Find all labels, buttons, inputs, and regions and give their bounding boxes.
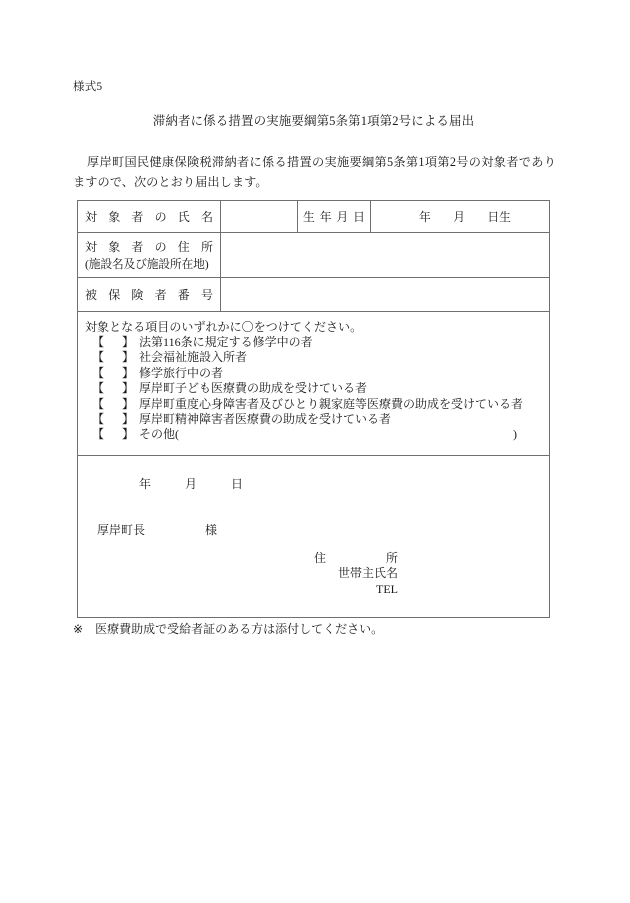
applicant-tel-label: TEL (376, 581, 398, 596)
checklist-item[interactable] (78, 350, 549, 365)
input-insured-number[interactable] (221, 278, 549, 311)
label-target-address (78, 233, 221, 277)
dob-year-unit: 年 (419, 210, 431, 224)
label-char: 氏 (177, 210, 190, 224)
checklist-item-label: 社会福祉施設入所者 (139, 350, 248, 365)
label-char: 被 (85, 288, 98, 302)
label-char: の (154, 210, 167, 224)
label-char: 所 (200, 240, 213, 254)
checkbox-bracket[interactable]: 【 】 (92, 350, 138, 365)
checklist-item-label: 厚岸町重度心身障害者及びひとり親家庭等医療費の助成を受けている者 (139, 396, 524, 411)
label-char: 険 (131, 288, 144, 302)
label-char: 象 (108, 240, 121, 254)
footnote-text: 医療費助成で受給者証のある方は添付してください。 (95, 622, 384, 636)
applicant-form-table (77, 200, 550, 618)
table-row-name (78, 201, 549, 233)
form-number: 様式5 (73, 81, 103, 93)
applicant-address-label (314, 551, 398, 567)
checklist-item[interactable] (78, 381, 549, 396)
checklist-item-label: 厚岸町子ども医療費の助成を受けている者 (139, 381, 368, 396)
checkbox-bracket[interactable]: 【 】 (92, 412, 138, 427)
label-date-of-birth (297, 201, 371, 232)
checkbox-bracket[interactable]: 【 】 (92, 335, 138, 349)
checkbox-bracket[interactable]: 【 】 (92, 396, 138, 411)
label-insured-number (78, 278, 221, 311)
checklist-item[interactable] (78, 366, 549, 381)
footnote (73, 623, 383, 635)
addressee-name: 厚岸町長 (97, 522, 146, 537)
label-char: 番 (177, 288, 190, 302)
checklist-item[interactable] (78, 412, 549, 427)
dob-month-unit: 月 (453, 210, 465, 224)
label-char: 所 (385, 550, 398, 565)
checklist-item[interactable] (78, 335, 549, 350)
label-char: 者 (131, 240, 144, 254)
eligibility-checklist (78, 312, 549, 456)
label-char: 年 (319, 210, 332, 224)
checklist-item-label: 厚岸町精神障害者医療費の助成を受けている者 (139, 412, 392, 427)
intro-paragraph: 厚岸町国民健康保険税滞納者に係る措置の実施要綱第5条第1項第2号の対象者でありますので、次のとおり届出します。 (73, 155, 556, 189)
other-row (139, 427, 549, 442)
label-char: 住 (314, 550, 327, 565)
label-char: 象 (108, 210, 121, 224)
label-char: 生 (303, 210, 315, 224)
date-day-unit: 日 (230, 476, 243, 491)
checklist-other-close-paren: ) (513, 427, 518, 442)
page-title: 滞納者に係る措置の実施要綱第5条第1項第2号による届出 (152, 114, 475, 128)
label-char: 住 (177, 240, 190, 254)
signature-section (78, 456, 549, 618)
checklist-item[interactable] (78, 397, 549, 412)
label-char: 名 (200, 210, 213, 224)
checklist-other-label: その他( (139, 427, 180, 442)
label-char: 号 (200, 288, 213, 302)
label-char: 月 (336, 210, 349, 224)
label-char: 日 (353, 210, 365, 224)
checkbox-bracket[interactable]: 【 】 (92, 427, 138, 442)
checkbox-bracket[interactable]: 【 】 (92, 365, 138, 380)
date-month-unit: 月 (184, 476, 197, 491)
input-date-of-birth[interactable] (371, 201, 549, 232)
table-row-insured-number (78, 278, 549, 312)
applicant-householder-label: 世帯主氏名 (337, 566, 398, 581)
label-char: の (154, 240, 167, 254)
checklist-item-other[interactable] (78, 427, 549, 442)
applicant-block (314, 551, 398, 598)
label-target-name (78, 201, 221, 232)
label-char: 保 (108, 288, 121, 302)
label-char: 対 (85, 240, 98, 254)
submission-date-line[interactable] (139, 475, 243, 492)
input-target-name[interactable] (221, 201, 297, 232)
table-row-address (78, 233, 549, 278)
checklist-instruction: 対象となる項目のいずれかに〇をつけてください。 (85, 320, 363, 334)
addressee-honorific: 様 (204, 522, 217, 537)
checkbox-bracket[interactable]: 【 】 (92, 381, 138, 396)
addressee-line (97, 521, 217, 538)
date-year-unit: 年 (139, 476, 152, 491)
dob-day-unit: 日生 (487, 210, 511, 224)
input-target-address[interactable] (221, 233, 549, 277)
label-char: 者 (154, 288, 167, 302)
label-char: 者 (131, 210, 144, 224)
label-facility-note: (施設名及び施設所在地) (85, 257, 209, 271)
checklist-item-label: 修学旅行中の者 (139, 365, 224, 380)
label-char: 対 (85, 210, 98, 224)
checklist-item-label: 法第116条に規定する修学中の者 (139, 335, 313, 349)
footnote-mark: ※ (73, 622, 84, 636)
